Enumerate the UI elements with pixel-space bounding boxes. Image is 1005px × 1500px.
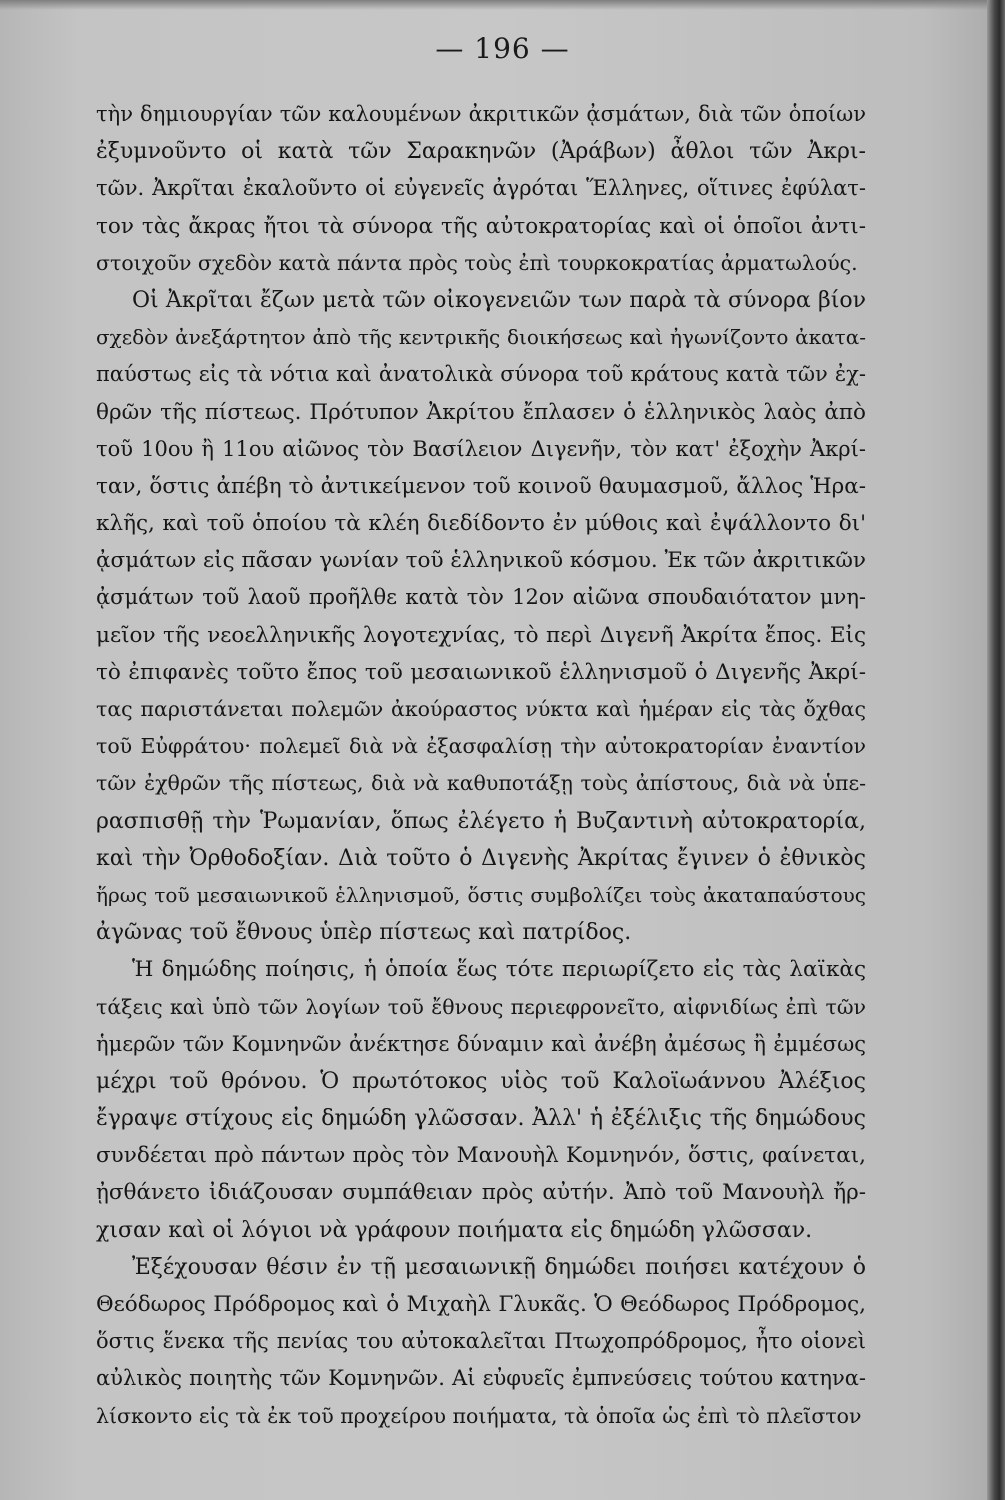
page-number: — 196 — <box>435 32 570 65</box>
text-line: τοῦ Εὐφράτου· πολεμεῖ διὰ νὰ ἐξασφαλίσῃ τὴν αὐτοκρατορίαν ἐναντίον <box>96 734 866 759</box>
text-line: τὴν δημιουργίαν τῶν καλουμένων ἀκριτικῶν ᾀσμάτων, διὰ τῶν ὁποίων <box>96 102 866 126</box>
text-line: στοιχοῦν σχεδὸν κατὰ πάντα πρὸς τοὺς ἐπὶ τουρκοκρατίας ἀρματωλούς. <box>96 250 858 275</box>
text-line: παύστως εἰς τὰ νότια καὶ ἀνατολικὰ σύνορα τοῦ κράτους κατὰ τῶν ἐχ- <box>96 362 866 387</box>
text-line: Ἡ δημώδης ποίησις, ἡ ὁποία ἕως τότε περιωρίζετο εἰς τὰς λαϊκὰς <box>132 957 866 983</box>
text-line: τοῦ 10ου ἢ 11ου αἰῶνος τὸν Βασίλειον Διγενῆν, τὸν κατ' ἐξοχὴν Ἀκρί- <box>96 436 866 461</box>
text-line: τὸ ἐπιφανὲς τοῦτο ἔπος τοῦ μεσαιωνικοῦ ἑλληνισμοῦ ὁ Διγενῆς Ἀκρί- <box>96 659 866 685</box>
text-line: ἥρως τοῦ μεσαιωνικοῦ ἑλληνισμοῦ, ὅστις συμβολίζει τοὺς ἀκαταπαύστους <box>96 882 866 907</box>
text-line: κλῆς, καὶ τοῦ ὁποίου τὰ κλέη διεδίδοντο ἐν μύθοις καὶ ἐψάλλοντο δι' <box>96 511 866 537</box>
text-line: ρασπισθῇ τὴν Ῥωμανίαν, ὅπως ἐλέγετο ἡ Βυζαντινὴ αὐτοκρατορία, <box>96 808 866 834</box>
text-line: Οἱ Ἀκρῖται ἔζων μετὰ τῶν οἰκογενειῶν των παρὰ τὰ σύνορα βίον <box>132 287 866 313</box>
text-line: τάξεις καὶ ὑπὸ τῶν λογίων τοῦ ἔθνους περιεφρονεῖτο, αἰφνιδίως ἐπὶ τῶν <box>96 994 866 1019</box>
text-line: τον τὰς ἄκρας ἤτοι τὰ σύνορα τῆς αὐτοκρατορίας καὶ οἱ ὁποῖοι ἀντι- <box>96 213 866 239</box>
page-top-shadow <box>0 0 1005 10</box>
text-line: τῶν. Ἀκρῖται ἐκαλοῦντο οἱ εὐγενεῖς ἀγρόται Ἕλληνες, οἵτινες ἐφύλατ- <box>96 176 866 201</box>
text-line: λίσκοντο εἰς τὰ ἐκ τοῦ προχείρου ποιήματα, τὰ ὁποῖα ὡς ἐπὶ τὸ πλεῖστον <box>96 1403 862 1428</box>
text-line: μεῖον τῆς νεοελληνικῆς λογοτεχνίας, τὸ περὶ Διγενῆ Ἀκρίτα ἔπος. Εἰς <box>96 622 866 648</box>
text-line: ταν, ὅστις ἀπέβη τὸ ἀντικείμενον τοῦ κοινοῦ θαυμασμοῦ, ἄλλος Ἡρα- <box>96 473 866 499</box>
book-spine-edge <box>987 0 1005 1500</box>
body-text <box>96 96 866 1435</box>
text-line: συνδέεται πρὸ πάντων πρὸς τὸν Μανουὴλ Κομνηνόν, ὅστις, φαίνεται, <box>96 1143 866 1169</box>
text-line: ὅστις ἕνεκα τῆς πενίας του αὐτοκαλεῖται Πτωχοπρόδρομος, ἦτο οἱονεὶ <box>96 1329 866 1354</box>
text-line: ᾀσμάτων τοῦ λαοῦ προῆλθε κατὰ τὸν 12ον αἰῶνα σπουδαιότατον μνη- <box>96 585 866 610</box>
text-line: ᾐσθάνετο ἰδιάζουσαν συμπάθειαν πρὸς αὐτήν. Ἀπὸ τοῦ Μανουὴλ ἤρ- <box>96 1180 866 1206</box>
text-line: ἐξυμνοῦντο οἱ κατὰ τῶν Σαρακηνῶν (Ἀράβων) ἆθλοι τῶν Ἀκρι- <box>96 139 866 165</box>
text-line: Ἐξέχουσαν θέσιν ἐν τῇ μεσαιωνικῇ δημώδει ποιήσει κατέχουν ὁ <box>132 1254 866 1280</box>
text-line: ᾀσμάτων εἰς πᾶσαν γωνίαν τοῦ ἑλληνικοῦ κόσμου. Ἐκ τῶν ἀκριτικῶν <box>96 548 866 574</box>
text-line: ἡμερῶν τῶν Κομνηνῶν ἀνέκτησε δύναμιν καὶ ἀνέβη ἀμέσως ἢ ἐμμέσως <box>96 1031 866 1056</box>
text-line: θρῶν τῆς πίστεως. Πρότυπον Ἀκρίτου ἔπλασεν ὁ ἑλληνικὸς λαὸς ἀπὸ <box>96 399 866 425</box>
text-line: τῶν ἐχθρῶν τῆς πίστεως, διὰ νὰ καθυποτάξῃ τοὺς ἀπίστους, διὰ νὰ ὑπε- <box>96 771 866 796</box>
text-line: καὶ τὴν Ὀρθοδοξίαν. Διὰ τοῦτο ὁ Διγενὴς Ἀκρίτας ἔγινεν ὁ ἐθνικὸς <box>96 845 866 871</box>
text-line: ἀγῶνας τοῦ ἔθνους ὑπὲρ πίστεως καὶ πατρίδος. <box>96 920 632 946</box>
text-line: σχεδὸν ἀνεξάρτητον ἀπὸ τῆς κεντρικῆς διοικήσεως καὶ ἠγωνίζοντο ἀκατα- <box>96 325 866 350</box>
text-line: ἔγραψε στίχους εἰς δημώδη γλῶσσαν. Ἀλλ' ἡ ἐξέλιξις τῆς δημώδους <box>96 1106 866 1132</box>
text-line: αὐλικὸς ποιητὴς τῶν Κομνηνῶν. Αἱ εὐφυεῖς ἐμπνεύσεις τούτου κατηνα- <box>96 1366 866 1391</box>
text-line: χισαν καὶ οἱ λόγιοι νὰ γράφουν ποιήματα εἰς δημώδη γλῶσσαν. <box>96 1217 813 1243</box>
text-line: μέχρι τοῦ θρόνου. Ὁ πρωτότοκος υἱὸς τοῦ Καλοϊωάννου Ἀλέξιος <box>96 1068 866 1094</box>
text-line: Θεόδωρος Πρόδρομος καὶ ὁ Μιχαὴλ Γλυκᾶς. Ὁ Θεόδωρος Πρόδρομος, <box>96 1292 866 1317</box>
text-line: τας παριστάνεται πολεμῶν ἀκούραστος νύκτα καὶ ἡμέραν εἰς τὰς ὄχθας <box>96 697 866 721</box>
